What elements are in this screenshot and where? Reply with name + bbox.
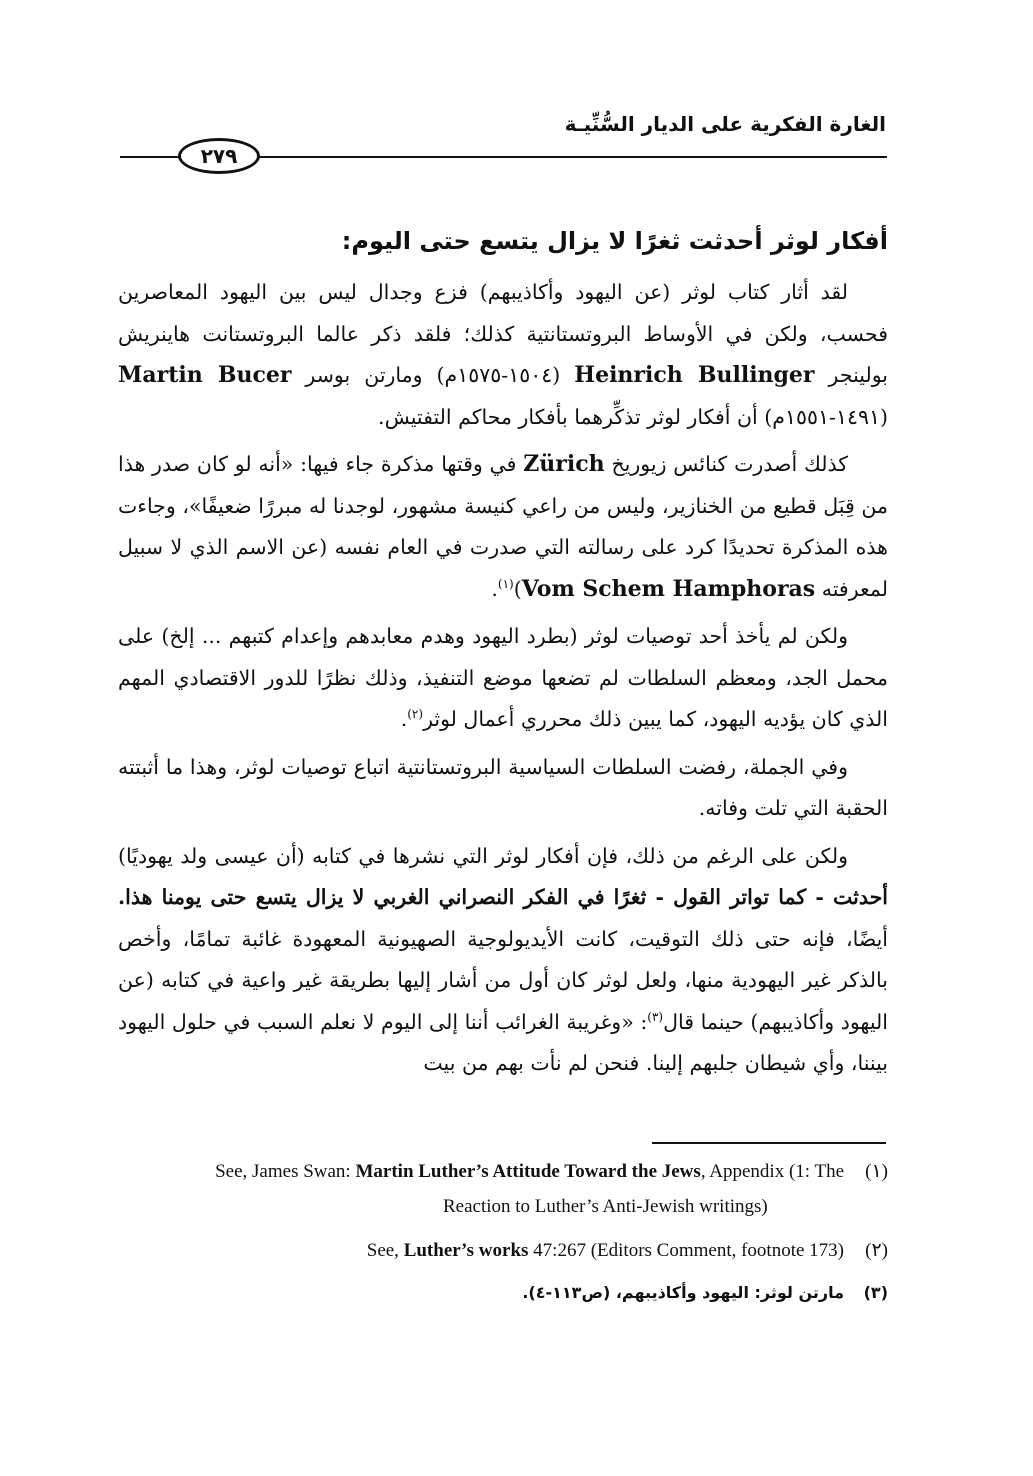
footnote-2-text-b: 47:267 (Editors Comment, footnote 173) <box>528 1240 844 1261</box>
p5-text-a: ولكن على الرغم من ذلك، فإن أفكار لوثر التي نشرها في كتابه (أن عيسى ولد يهوديًا) <box>118 843 848 868</box>
footnote-3 <box>522 1282 888 1304</box>
p2-text-b: في وقتها مذكرة جاء فيها: «أنه لو كان صدر هذا من قِبَل قطيع من الخنازير، وليس من راعي كنيسة مشهور، لوجدنا له مبررًا ضعيفًا»، وجاءت هذه المذكرة تحديدًا كرد على رسالته التي صدرت في العام نفسه (عن الاسم الذي لا سبيل لمعرفته <box>118 452 888 601</box>
name-bucer: Martin Bucer <box>118 362 292 388</box>
p1-text-a: لقد أثار كتاب لوثر (عن اليهود وأكاذيبهم) فزع وجدال ليس بين اليهود المعاصرين فحسب، ولكن في الأوساط البروتستانتية كذلك؛ فلقد ذكر عالما البروتستانت هاينريش بولينجر <box>118 280 888 387</box>
name-bullinger: Heinrich Bullinger <box>574 362 815 388</box>
paragraph-1 <box>118 272 888 438</box>
running-title: الغارة الفكرية على الديار السُّنِّيـة <box>564 112 886 136</box>
footnote-rule <box>652 1142 886 1144</box>
footnote-1-continuation: Reaction to Luther’s Anti-Jewish writings) <box>443 1196 768 1217</box>
p5-bold-text: أحدثت - كما تواتر القول - ثغرًا في الفكر النصراني الغربي لا يزال يتسع حتى يومنا هذا. <box>118 885 888 909</box>
paragraph-3 <box>118 616 888 741</box>
footnote-1-text-b: , Appendix (1: The <box>700 1161 844 1182</box>
title-vom-schem: Vom Schem Hamphoras <box>521 575 816 602</box>
footnote-1-text-a: See, James Swan: <box>215 1161 356 1182</box>
footnote-2 <box>367 1239 888 1262</box>
p3-text-a: ولكن لم يأخذ أحد توصيات لوثر (بطرد اليهود وهدم معابدهم وإعدام كتبهم ... إلخ) على محمل الجد، ومعظم السلطات لم تضعها موضع التنفيذ، وذلك نظرًا للدور الاقتصادي المهم الذي كان يؤديه اليهود، كما يبين ذلك محرري أعمال لوثر <box>118 624 888 731</box>
footnote-2-text-a: See, <box>366 1240 404 1261</box>
p2-text-a: كذلك أصدرت كنائس زيوريخ <box>604 452 848 476</box>
p5-text-c: : «وغريبة الغرائب أننا إلى اليوم لا نعلم السبب في حلول اليهود بيننا، وأي شيطان جلبهم إلينا. فنحن لم نأت بهم من بيت <box>118 1009 888 1075</box>
p2-text-c: ) <box>513 576 522 601</box>
footnote-3-text: مارتن لوثر: اليهود وأكاذيبهم، (ص١١٣-٤). <box>522 1283 844 1302</box>
p1-text-b: (١٥٠٤-١٥٧٥م) ومارتن بوسر <box>291 363 575 387</box>
paragraph-2 <box>118 444 888 610</box>
p1-text-c: (١٤٩١-١٥٥١م) أن أفكار لوثر تذكِّرهما بأفكار محاكم التفتيش. <box>378 404 888 429</box>
footnote-1-book-title: Martin Luther’s Attitude Toward the Jews <box>355 1161 701 1182</box>
main-text <box>118 216 888 1091</box>
paragraph-5 <box>118 836 888 1085</box>
footnote-2-text <box>367 1240 844 1261</box>
p2-end: . <box>491 576 498 601</box>
p5-text-b: أيضًا، فإنه حتى ذلك التوقيت، كانت الأيديولوجية الصهيونية المعهودة غائبة تمامًا، وأخص بالذكر غير اليهودية منها، ولعل لوثر كان أول من أشار إليها بطريقة غير واعية في كتابه (عن اليهود وأكاذيبهم) حينما قال <box>118 926 889 1034</box>
section-heading: أفكار لوثر أحدثت ثغرًا لا يزال يتسع حتى اليوم: <box>341 227 888 255</box>
footnote-ref-3[interactable]: (٣) <box>647 1009 664 1024</box>
name-zurich: Zürich <box>523 451 605 477</box>
p3-end: . <box>400 707 408 731</box>
footnote-1-number: (١) <box>865 1161 888 1182</box>
paragraph-4: وفي الجملة، رفضت السلطات السياسية البروتستانتية اتباع توصيات لوثر، وهذا ما أثبتته الحقبة التي تلت وفاته. <box>118 754 888 820</box>
footnote-1 <box>215 1160 888 1183</box>
footnote-2-book-title: Luther’s works <box>403 1240 529 1261</box>
footnote-ref-1[interactable]: (١) <box>497 576 514 591</box>
page-number: ٢٧٩ <box>178 138 260 174</box>
footnote-1-text <box>215 1161 844 1182</box>
footnote-ref-2[interactable]: (٢) <box>407 707 424 722</box>
footnote-3-number: (٣) <box>863 1283 888 1302</box>
footnote-2-number: (٢) <box>865 1240 888 1261</box>
